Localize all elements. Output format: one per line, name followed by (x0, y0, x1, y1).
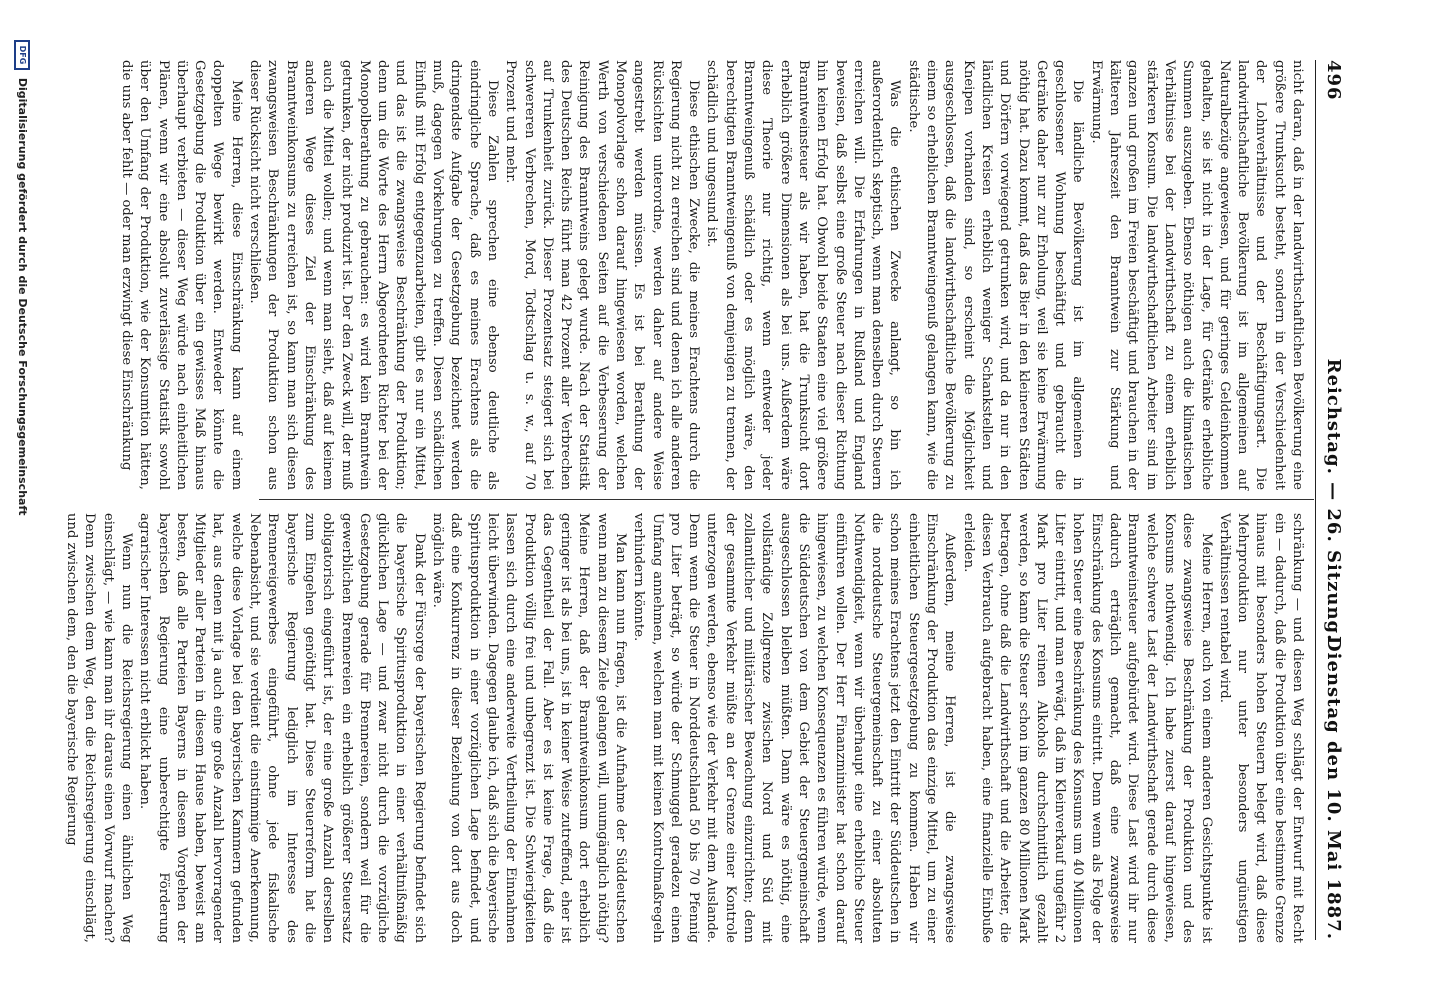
dfg-logo-icon: DFG (14, 40, 30, 70)
paragraph: Was die ethischen Zwecke anlangt, so bin ich außerordentlich skeptisch, wenn man denselben durch Steuern erreichen will. Die Erfahrungen in Rußland und England beweisen, daß selbst eine große Steuer nach dieser Richtung hin keinen Erfolg hat. Obwohl beide Staaten eine viel größere Branntweinsteuer als wir haben, hat die Trunksucht dort erheblich größere Dimensionen als bei uns. Außerdem wäre diese Theorie nur richtig, wenn entweder jeder Branntweingenuß schädlich oder es möglich wäre, den berechtigten Branntweingenuß von demjenigen zu trennen, der schädlich und ungesund ist. (704, 60, 903, 490)
paragraph: Außerdem, meine Herren, ist die zwangsweise Einschränkung der Produktion das einzige Mittel, um zu einer einheitlichen Steuergesetzgebung zu kommen. Haben wir schon meines Erachtens jetzt den Eintritt der Süddeutschen in die norddeutsche Steuergemeinschaft zu einer absoluten Nothwendigkeit, wenn wir überhaupt eine erhebliche Steuer einführen wollen. Der Herr Finanzminister hat schon darauf hingewiesen, zu welchen Konsequenzen es führen würde, wenn die Süddeutschen von dem Gebiet der Steuergemeinschaft ausgeschlossen bleiben müßten. Dann wäre es nöthig, eine vollständige Zollgrenze zwischen Nord und Süd mit zollamtlicher und militärischer Bewachung einzurichten; denn der gesammte Verkehr müßte an der Grenze einer Kontrole unterzogen werden, ebenso wie der Verkehr mit dem Auslande. Denn wenn die Steuer in Norddeutschland 50 bis 70 Pfennig pro Liter beträgt, so würde der Schmuggel geradezu einen Umfang annehmen, welchen man mit keinen Kontrolmaßregeln verhindern könnte. (631, 513, 958, 943)
session-date: Dienstag den 10. Mai 1887. (1323, 636, 1344, 940)
paragraph: schränkung — und diesen Weg schlägt der Entwurf mit Recht ein — dadurch, daß die Produktion über eine bestimmte Grenze hinaus mit besonders hohen Steuern belegt wird, daß diese Mehrproduktion nur unter besonders ungünstigen Verhältnissen rentabel wird. (1216, 513, 1305, 943)
credit-text: Digitalisierung gefördert durch die Deutsche Forschungsgemeinschaft (16, 77, 29, 516)
paragraph: nicht daran, daß in der landwirthschaftlichen Bevölkerung eine größere Trunksucht besteht, sondern in der Verschiedenheit der Lohnverhältnisse und der Beschäftigungsart. Die landwirthschaftliche Bevölkerung ist im allgemeinen auf Naturalbezüge angewiesen, und für geringes Geldeinkommen gehalten, sie ist nicht in der Lage, für Getränke erhebliche Summen auszugeben. Ebenso nöthigen auch die klimatischen Verhältnisse bei der Landwirthschaft zu einem erheblich stärkeren Konsum. Die landwirthschaftlichen Arbeiter sind im ganzen und großen im Freien beschäftigt und brauchen in der kälteren Jahreszeit den Branntwein zur Stärkung und Erwärmung. (1088, 60, 1305, 490)
paragraph: Meine Herren, auch von einem anderen Gesichtspunkte ist diese zwangsweise Beschränkung der Produktion und des Konsums nothwendig. Ich habe zuerst darauf hingewiesen, welche schwere Last der Landwirthschaft gerade durch diese Branntweinsteuer aufgebürdet wird. Diese Last wird ihr nur dadurch erträglich gemacht, daß eine zwangsweise Einschränkung des Konsums eintritt. Denn wenn als Folge der hohen Steuer eine Beschränkung des Konsums um 40 Millionen Liter eintritt, und man erwägt, daß im Kleinverkauf ungefähr 2 Mark pro Liter reinen Alkohols durchschnittlich gezahlt werden, so kann die Steuer schon im ganzen 80 Millionen Mark betragen, ohne daß die Landwirthschaft und die Arbeiter, die diesen Verbrauch aufgebracht haben, eine finanzielle Einbuße erleiden. (960, 513, 1214, 943)
paragraph: Die ländliche Bevölkerung ist im allgemeinen in geschlossener Wohnung beschäftigt und gebraucht die Getränke daher nur zur Erholung, weil sie keine Erwärmung nöthig hat. Dazu kommt, daß das Bier in den kleineren Städten und Dörfern vorwiegend getrunken wird, und da nur in den ländlichen Kreisen erheblich weniger Schankstellen und Kneipen vorhanden sind, so erscheint die Möglichkeit ausgeschlossen, daß die landwirthschaftliche Bevölkerung zu einem so erheblichen Branntweingenuß gelangen kann, wie die städtische. (905, 60, 1086, 490)
paragraph: Meine Herren, diese Einschränkung kann auf einem doppelten Wege bewirkt werden. Entweder könnte die Gesetzgebung die Produktion über ein gewisses Maß hinaus überhaupt verbieten — dieser Weg würde nach einheitlichen Plänen, wenn wir eine absolut zuverlässige Statistik sowohl über den Umfang der Produktion, wie der Konsumtion hätten, die uns aber fehlt — oder man erzwingt diese Einschränkung (119, 60, 244, 490)
column-divider (259, 499, 1314, 500)
digitization-credit (10, 40, 30, 980)
paragraph: Dank der Fürsorge der bayerischen Regierung befindet sich die bayerische Spiritusproduktion in einer verhältnißmäßig glücklichen Lage — und zwar nicht durch die vorzügliche Gesetzgebung gerade für Brennereien, sondern weil für die gewerblichen Brennereien ein erheblich größerer Steuersatz obligatorisch eingeführt ist, der eine große Anzahl derselben zum Eingehen genöthigt hat. Diese Steuerreform hat die bayerische Regierung lediglich im Interesse des Brennereigewerbes eingeführt, ohne jede fiskalische Nebenabsicht, und sie verdient die einstimmige Anerkennung, welche diese Vorlage bei den bayerischen Kammern gefunden hat, aus denen mit ja auch eine große Anzahl hervorragender Mitglieder aller Parteien in diesem Hause haben, beweist am besten, daß alle Parteien Bayerns in diesem Vorgehen der bayerischen Regierung eine unberechtigte Förderung agrarischer Interessen nicht erblickt haben. (137, 513, 427, 943)
header-rule (1315, 60, 1316, 940)
page-header (1318, 60, 1344, 940)
page-number: 496 (1323, 60, 1344, 101)
left-column (119, 60, 1306, 490)
page-title: Reichstag. — 26. Sitzung. (1323, 358, 1344, 642)
paragraph: Diese ethischen Zwecke, die meines Erachtens durch die Regierung nicht zu erreichen sind und denen ich alle anderen Rücksichten unterordne, werden daher auf andere Weise angestrebt werden müssen. Es ist bei Berathung der Monopolvorlage schon darauf hingewiesen worden, welchen Werth von verschiedenen Seiten auf die Verbesserung der Reinigung des Branntweins gelegt wurde. Nach der Statistik des Deutschen Reichs führt man 42 Prozent aller Verbrechen auf Trunkenheit zurück. Dieser Prozentsatz steigert sich bei schwereren Verbrechen, Mord, Todtschlag u. s. w., auf 70 Prozent und mehr. (503, 60, 702, 490)
paragraph: Man kann nun fragen, ist die Aufnahme der Süddeutschen wenn man zu diesem Ziele gelangen will, unumgänglich nöthig? Meine Herren, daß der Branntweinkonsum dort erheblich geringer ist als bei uns, ist in keiner Weise zutreffend, eher ist das Gegentheil der Fall. Aber es ist keine Frage, daß die Produktion völlig frei und unbegrenzt ist. Die Schwierigkeiten lassen sich durch eine anderweite Vertheilung der Einnahmen leicht überwinden. Dagegen glaube ich, daß sich die bayerische Spiritusproduktion in einer vorzüglichen Lage befindet, und daß eine Konkurrenz in dieser Beziehung von dort aus doch möglich wäre. (430, 513, 629, 943)
right-column (64, 513, 1306, 943)
paragraph: Diese Zahlen sprechen eine ebenso deutliche als eindringliche Sprache, daß es meines Erachtens als die dringendste Aufgabe der Gesetzgebung bezeichnet werden muß, dagegen Vorkehrungen zu treffen. Diesen schädlichen Einfluß mit Erfolg entgegenzuarbeiten, gibt es nur ein Mittel, und das ist die zwangsweise Beschränkung der Produktion; denn um die Worte des Herrn Abgeordneten Richter bei der Monopolberathung zu gebrauchen: es wird kein Branntwein getrunken, der nicht produzirt ist. Der den Zweck will, der muß auch die Mittel wollen; und wenn man sieht, daß auf keinem anderen Wege dieses Ziel der Einschränkung des Branntweinkonsums zu erreichen ist, so kann man sich diesen zwangsweisen Beschränkungen der Produktion schon aus dieser Rücksicht nicht verschließen. (247, 60, 500, 490)
paragraph: Wenn nun die Reichsregierung einen ähnlichen Weg einschlägt, — wie kann man ihr daraus einen Vorwurf machen? Denn zwischen dem Weg, den die Reichsregierung einschlägt, und zwischen dem, den die bayerische Regierung (64, 513, 134, 943)
